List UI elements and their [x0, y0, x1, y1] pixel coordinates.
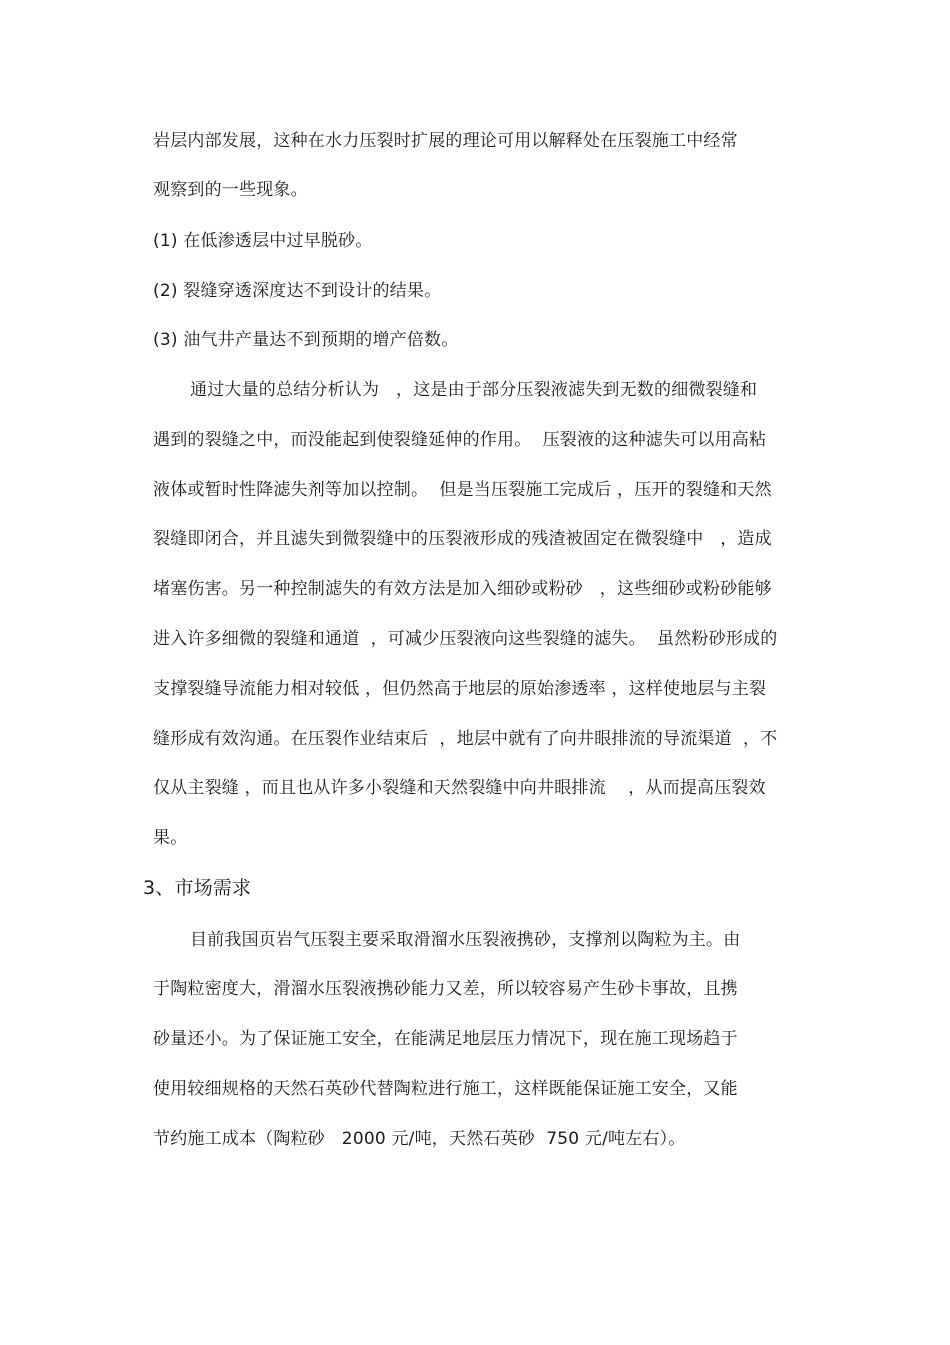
text-line: 砂量还小。为了保证施工安全，在能满足地层压力情况下，现在施工现场趋于	[153, 1029, 738, 1049]
text-line: 缝形成有效沟通。在压裂作业结束后 ，地层中就有了向井眼排流的导流渠道 ，不	[153, 729, 778, 749]
list-item: (3) 油气井产量达不到预期的增产倍数。	[153, 330, 459, 350]
section-heading: 3、市场需求	[143, 877, 252, 899]
text-line: 观察到的一些现象。	[153, 180, 308, 200]
text-line: 通过大量的总结分析认为 ，这是由于部分压裂液滤失到无数的细微裂缝和	[190, 380, 758, 400]
list-item: (1) 在低渗透层中过早脱砂。	[153, 231, 373, 251]
text-line: 堵塞伤害。另一种控制滤失的有效方法是加入细砂或粉砂 ，这些细砂或粉砂能够	[153, 579, 772, 599]
text-line: 遇到的裂缝之中，而没能起到使裂缝延伸的作用。 压裂液的这种滤失可以用高粘	[153, 430, 767, 450]
text-line: 进入许多细微的裂缝和通道 ，可减少压裂液向这些裂缝的滤失。 虽然粉砂形成的	[153, 629, 778, 649]
text-line: 岩层内部发展，这种在水力压裂时扩展的理论可用以解释处在压裂施工中经常	[153, 131, 738, 151]
list-item: (2) 裂缝穿透深度达不到设计的结果。	[153, 281, 442, 301]
text-line: 液体或暂时性降滤失剂等加以控制。 但是当压裂施工完成后 ，压开的裂缝和天然	[153, 480, 772, 500]
text-line: 果。	[153, 828, 188, 848]
text-line: 裂缝即闭合，并且滤失到微裂缝中的压裂液形成的残渣被固定在微裂缝中 ，造成	[153, 529, 772, 549]
text-line: 仅从主裂缝 ，而且也从许多小裂缝和天然裂缝中向井眼排流 ，从而提高压裂效	[153, 778, 766, 798]
text-line: 目前我国页岩气压裂主要采取滑溜水压裂液携砂，支撑剂以陶粒为主。由	[190, 930, 741, 950]
text-line: 使用较细规格的天然石英砂代替陶粒进行施工，这样既能保证施工安全，又能	[153, 1079, 738, 1099]
text-line: 节约施工成本（陶粒砂 2000 元/吨，天然石英砂 750 元/吨左右）。	[153, 1129, 686, 1149]
text-line: 支撑裂缝导流能力相对较低 ，但仍然高于地层的原始渗透率 ，这样使地层与主裂	[153, 679, 767, 699]
text-line: 于陶粒密度大，滑溜水压裂液携砂能力又差，所以较容易产生砂卡事故，且携	[153, 979, 738, 999]
